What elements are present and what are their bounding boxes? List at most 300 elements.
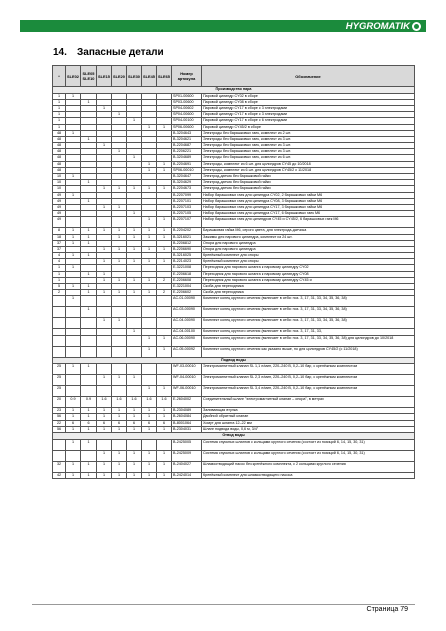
article-number-cell: B-2206812 bbox=[172, 240, 202, 246]
quantity-cell: 1 bbox=[142, 414, 157, 420]
quantity-cell bbox=[127, 364, 142, 375]
quantity-cell bbox=[112, 217, 127, 228]
quantity-cell: 1 bbox=[97, 408, 112, 414]
article-number-cell: B-2207107 bbox=[172, 217, 202, 228]
quantity-cell: 1 bbox=[157, 228, 172, 234]
article-number-cell: SP06-00010 bbox=[172, 167, 202, 173]
quantity-cell: 1 bbox=[66, 130, 81, 136]
quantity-cell bbox=[66, 217, 81, 228]
quantity-cell: 1 bbox=[112, 472, 127, 478]
table-row bbox=[53, 307, 415, 318]
quantity-cell: 1 bbox=[157, 450, 172, 461]
footer-divider bbox=[32, 604, 415, 605]
quantity-cell bbox=[142, 439, 157, 450]
quantity-cell: 1 bbox=[112, 426, 127, 432]
description-cell: Шламоотводящий насос без крепёжного комплекта, с 2 кольцами круглого сечения bbox=[202, 461, 415, 472]
position-cell: 4 bbox=[53, 259, 66, 265]
quantity-cell bbox=[127, 346, 142, 357]
position-cell: 37 bbox=[53, 246, 66, 252]
table-header-row bbox=[53, 66, 415, 87]
quantity-cell: 1 bbox=[81, 284, 97, 290]
quantity-cell: 1 bbox=[157, 161, 172, 167]
quantity-cell bbox=[142, 375, 157, 386]
quantity-cell: 1 bbox=[142, 161, 157, 167]
quantity-cell: 0.9 bbox=[81, 397, 97, 408]
quantity-cell: 1 bbox=[157, 217, 172, 228]
position-cell: 25 bbox=[53, 375, 66, 386]
quantity-cell: 1 bbox=[112, 112, 127, 118]
quantity-cell bbox=[157, 375, 172, 386]
article-number-cell: B-3204621 bbox=[172, 136, 202, 142]
quantity-cell: 6 bbox=[142, 420, 157, 426]
description-cell: Опора для парового цилиндра bbox=[202, 240, 415, 246]
quantity-cell: 1 bbox=[127, 118, 142, 124]
section-label: Отвод воды bbox=[53, 432, 415, 439]
quantity-cell: 1 bbox=[142, 346, 157, 357]
quantity-cell bbox=[157, 439, 172, 450]
article-number-cell: B-2304089 bbox=[172, 408, 202, 414]
quantity-cell: 1 bbox=[81, 99, 97, 105]
quantity-cell bbox=[127, 217, 142, 228]
quantity-cell bbox=[81, 375, 97, 386]
description-cell: Электрод-датчик без барашковой гайки bbox=[202, 180, 415, 186]
quantity-cell bbox=[112, 439, 127, 450]
quantity-cell: 1 bbox=[81, 307, 97, 318]
quantity-cell: 2 bbox=[157, 277, 172, 283]
description-cell: Комплект колец круглого сечения как указано выше, но для цилиндров CY45/2 (с 11/2018) bbox=[202, 346, 415, 357]
quantity-cell: 1 bbox=[142, 408, 157, 414]
quantity-cell: 1 bbox=[66, 265, 81, 271]
article-number-cell: B-2207105 bbox=[172, 211, 202, 217]
quantity-cell bbox=[66, 346, 81, 357]
position-cell: 49 bbox=[53, 211, 66, 217]
description-cell: Электроды без барашковых гаек, комплект из 3 шт. bbox=[202, 143, 415, 149]
description-cell: Электроды без барашковых гаек, комплект из 2 шт. bbox=[202, 130, 415, 136]
quantity-cell: 1 bbox=[142, 217, 157, 228]
quantity-cell: 1 bbox=[127, 234, 142, 240]
quantity-cell: 1 bbox=[81, 290, 97, 296]
article-number-cell: E-3221008 bbox=[172, 265, 202, 271]
description-cell: Набор барашковых гаек для цилиндра CY02, 2 барашковых гайки M6 bbox=[202, 192, 415, 198]
quantity-cell: 1 bbox=[112, 277, 127, 283]
position-cell: 37 bbox=[53, 240, 66, 246]
quantity-cell: 1 bbox=[81, 198, 97, 204]
article-number-cell: B-2304031 bbox=[172, 426, 202, 432]
column-header: * bbox=[53, 66, 66, 87]
description-cell: Хомут для шланга 12–22 мм bbox=[202, 420, 415, 426]
position-cell: 48 bbox=[53, 136, 66, 142]
quantity-cell: 1 bbox=[97, 277, 112, 283]
quantity-cell: 1 bbox=[157, 426, 172, 432]
description-cell: Заливающая втулка bbox=[202, 408, 415, 414]
article-number-cell: AC-05-00092 bbox=[172, 346, 202, 357]
quantity-cell: 1 bbox=[127, 450, 142, 461]
quantity-cell bbox=[97, 296, 112, 307]
quantity-cell: 1 bbox=[81, 228, 97, 234]
table-row bbox=[53, 386, 415, 397]
quantity-cell: 1 bbox=[97, 105, 112, 111]
quantity-cell: 0.9 bbox=[66, 397, 81, 408]
table-row bbox=[53, 450, 415, 461]
article-number-cell: AC-04-00090 bbox=[172, 318, 202, 329]
description-cell: Набор барашковых гаек для цилиндров CY45 и CY45/2, 6 барашковых гаек M6 bbox=[202, 217, 415, 228]
article-number-cell: AC-06-00090 bbox=[172, 335, 202, 346]
position-cell: 48 bbox=[53, 161, 66, 167]
description-cell: Электромагнитный клапан SL 2,3 л/мин, 220–240 В, 0,2–10 бар, с крепёжным комплектом bbox=[202, 375, 415, 386]
quantity-cell: 1 bbox=[142, 426, 157, 432]
quantity-cell: 1 bbox=[66, 414, 81, 420]
column-header: SLE65 bbox=[157, 66, 172, 87]
position-cell: 49 bbox=[53, 204, 66, 210]
quantity-cell: 1 bbox=[157, 408, 172, 414]
article-number-cell: E-2206608 bbox=[172, 277, 202, 283]
position-cell: 56 bbox=[53, 414, 66, 420]
quantity-cell bbox=[97, 335, 112, 346]
quantity-cell: 1 bbox=[81, 240, 97, 246]
article-number-cell: E-2206618 bbox=[172, 271, 202, 277]
quantity-cell bbox=[112, 364, 127, 375]
quantity-cell: 1 bbox=[157, 124, 172, 130]
description-cell: Переходник для парового шланга к паровому цилиндру CY02 bbox=[202, 265, 415, 271]
quantity-cell bbox=[112, 296, 127, 307]
description-cell: Шланг подвода воды, 0,6 м, 3/4" bbox=[202, 426, 415, 432]
quantity-cell: 1 bbox=[112, 408, 127, 414]
position-cell bbox=[53, 307, 66, 318]
description-cell: Электрод-датчик без барашковой гайки bbox=[202, 186, 415, 192]
position-cell: 18 bbox=[53, 234, 66, 240]
quantity-cell: 1 bbox=[97, 290, 112, 296]
quantity-cell bbox=[97, 346, 112, 357]
description-cell: Электрод-датчик без барашковой гайки bbox=[202, 174, 415, 180]
position-cell: 2 bbox=[53, 290, 66, 296]
article-number-cell: B-2424014 bbox=[172, 472, 202, 478]
position-cell: 10 bbox=[53, 174, 66, 180]
quantity-cell: 1 bbox=[157, 414, 172, 420]
article-number-cell: B-3204647 bbox=[172, 174, 202, 180]
column-header: SLE15 bbox=[97, 66, 112, 87]
description-cell: Комплект колец круглого сечения (включает в себя: поз. 3, 17, 31, 33, 34, 35, 36, 38) bbox=[202, 318, 415, 329]
article-number-cell: B-2204691 bbox=[172, 161, 202, 167]
quantity-cell: 1 bbox=[142, 234, 157, 240]
quantity-cell: 1 bbox=[81, 136, 97, 142]
logo-text: HYGROMATIK bbox=[345, 20, 410, 32]
quantity-cell bbox=[127, 296, 142, 307]
article-number-cell: B-2204673 bbox=[172, 186, 202, 192]
position-cell: 10 bbox=[53, 180, 66, 186]
quantity-cell: 1 bbox=[112, 234, 127, 240]
quantity-cell: 1 bbox=[112, 228, 127, 234]
quantity-cell: 1 bbox=[97, 271, 112, 277]
quantity-cell: 1 bbox=[66, 253, 81, 259]
quantity-cell bbox=[81, 346, 97, 357]
quantity-cell: 6 bbox=[66, 420, 81, 426]
position-cell: 1 bbox=[53, 271, 66, 277]
quantity-cell bbox=[142, 307, 157, 318]
position-cell: 1 bbox=[53, 265, 66, 271]
position-cell bbox=[53, 439, 66, 450]
quantity-cell: 1 bbox=[66, 93, 81, 99]
quantity-cell: 1 bbox=[142, 167, 157, 173]
quantity-cell: 1 bbox=[127, 259, 142, 265]
quantity-cell: 1 bbox=[66, 461, 81, 472]
position-cell bbox=[53, 335, 66, 346]
quantity-cell: 1 bbox=[142, 124, 157, 130]
quantity-cell: 1 bbox=[127, 155, 142, 161]
description-cell: Комплект колец круглого сечения (включает в себя: поз. 3, 17, 31, 33, 34, 35, 36, 38) bbox=[202, 296, 415, 307]
article-number-cell: SP04-00600 bbox=[172, 112, 202, 118]
article-number-cell: B-2207099 bbox=[172, 192, 202, 198]
quantity-cell: 1 bbox=[97, 259, 112, 265]
article-number-cell: SP04-00100 bbox=[172, 118, 202, 124]
article-number-cell: AC-04-00100 bbox=[172, 329, 202, 335]
table-row bbox=[53, 397, 415, 408]
article-number-cell: B-8001064 bbox=[172, 420, 202, 426]
quantity-cell: 1 bbox=[81, 408, 97, 414]
column-header: SLE20 bbox=[112, 66, 127, 87]
description-cell: Паровой цилиндр CY17 в сборе с 3 электродами bbox=[202, 105, 415, 111]
quantity-cell bbox=[112, 346, 127, 357]
position-cell: 25 bbox=[53, 386, 66, 397]
table-row bbox=[53, 472, 415, 478]
quantity-cell bbox=[97, 386, 112, 397]
quantity-cell bbox=[157, 307, 172, 318]
quantity-cell bbox=[66, 375, 81, 386]
quantity-cell: 1.6 bbox=[97, 397, 112, 408]
quantity-cell: 1 bbox=[81, 472, 97, 478]
position-cell: 42 bbox=[53, 472, 66, 478]
description-cell: Паровой цилиндр CY45/2 в сборе bbox=[202, 124, 415, 130]
table-body bbox=[53, 87, 415, 479]
description-cell: Скоба для переходника bbox=[202, 284, 415, 290]
quantity-cell: 1.6 bbox=[157, 397, 172, 408]
quantity-cell: 1 bbox=[97, 414, 112, 420]
position-cell: 4 bbox=[53, 253, 66, 259]
table-row bbox=[53, 296, 415, 307]
quantity-cell bbox=[157, 318, 172, 329]
article-number-cell: SP04-00602 bbox=[172, 105, 202, 111]
section-label: Подвод воды bbox=[53, 357, 415, 364]
article-number-cell: B-2207103 bbox=[172, 204, 202, 210]
quantity-cell: 1 bbox=[112, 259, 127, 265]
section-header-row bbox=[53, 432, 415, 439]
quantity-cell: 1 bbox=[66, 472, 81, 478]
quantity-cell: 1 bbox=[81, 234, 97, 240]
position-cell bbox=[53, 346, 66, 357]
quantity-cell: 1 bbox=[127, 461, 142, 472]
description-cell: Электроды без барашковых гаек, комплект из 3 шт. bbox=[202, 136, 415, 142]
quantity-cell: 1 bbox=[127, 290, 142, 296]
quantity-cell: 1 bbox=[81, 271, 97, 277]
quantity-cell bbox=[66, 450, 81, 461]
article-number-cell: E-3221004 bbox=[172, 284, 202, 290]
position-cell: 1 bbox=[53, 99, 66, 105]
quantity-cell: 1 bbox=[81, 180, 97, 186]
position-cell: 10 bbox=[53, 186, 66, 192]
position-cell: 49 bbox=[53, 198, 66, 204]
description-cell: Соединительный шланг "электромагнитный клапан – опора", в метрах bbox=[202, 397, 415, 408]
quantity-cell: 1 bbox=[97, 246, 112, 252]
description-cell: Электроды, комплект из 6 шт. для цилиндров CY45/2 с 11/2018 bbox=[202, 167, 415, 173]
quantity-cell: 1.6 bbox=[142, 397, 157, 408]
quantity-cell bbox=[81, 450, 97, 461]
quantity-cell: 1 bbox=[66, 426, 81, 432]
quantity-cell: 1 bbox=[127, 472, 142, 478]
position-cell: 49 bbox=[53, 217, 66, 228]
quantity-cell bbox=[142, 364, 157, 375]
hygromatik-logo bbox=[346, 20, 424, 32]
quantity-cell bbox=[142, 296, 157, 307]
article-number-cell: E-2206602 bbox=[172, 290, 202, 296]
section-header-row bbox=[53, 87, 415, 94]
description-cell: Крепёжный комплект для опоры bbox=[202, 259, 415, 265]
article-number-cell: WF-04-00010 bbox=[172, 375, 202, 386]
description-cell: Электромагнитный клапан SL 1,1 л/мин, 220–240 В, 0,2–10 бар, с крепёжным комплектом bbox=[202, 364, 415, 375]
page-number: Страница 79 bbox=[366, 606, 408, 613]
quantity-cell: 1 bbox=[97, 228, 112, 234]
position-cell: 20 bbox=[53, 397, 66, 408]
quantity-cell: 1 bbox=[66, 240, 81, 246]
quantity-cell: 6 bbox=[81, 420, 97, 426]
description-cell: Набор барашковых гаек для цилиндра CY17, 6 барашковых гаек M6 bbox=[202, 211, 415, 217]
description-cell: Переходник для парового шланга к паровому цилиндру CY08 bbox=[202, 271, 415, 277]
quantity-cell: 1 bbox=[97, 375, 112, 386]
quantity-cell bbox=[112, 386, 127, 397]
quantity-cell: 6 bbox=[127, 420, 142, 426]
description-cell: Скоба для переходника bbox=[202, 290, 415, 296]
quantity-cell: 1 bbox=[157, 461, 172, 472]
quantity-cell: 1 bbox=[127, 426, 142, 432]
quantity-cell: 1 bbox=[157, 472, 172, 478]
position-cell: 1 bbox=[53, 93, 66, 99]
quantity-cell: 1 bbox=[112, 204, 127, 210]
section-number: 14. bbox=[53, 47, 67, 58]
quantity-cell bbox=[127, 307, 142, 318]
logo-mark-icon bbox=[412, 22, 421, 31]
description-cell: Система спускных шлангов с кольцами круглого сечения (состоит из позиций 6, 14, 15, 30, 31) bbox=[202, 439, 415, 450]
quantity-cell: 1 bbox=[66, 234, 81, 240]
quantity-cell: 1 bbox=[127, 329, 142, 335]
description-cell: Паровой цилиндр CY02 в сборе bbox=[202, 93, 415, 99]
position-cell: 49 bbox=[53, 192, 66, 198]
quantity-cell: 1 bbox=[66, 439, 81, 450]
quantity-cell: 1 bbox=[66, 364, 81, 375]
table-row bbox=[53, 364, 415, 375]
position-cell: 1 bbox=[53, 118, 66, 124]
quantity-cell bbox=[157, 296, 172, 307]
table-row bbox=[53, 346, 415, 357]
quantity-cell bbox=[97, 307, 112, 318]
quantity-cell: 1 bbox=[142, 335, 157, 346]
quantity-cell: 1 bbox=[81, 461, 97, 472]
section-title-text: Запасные детали bbox=[77, 47, 164, 58]
description-cell: Электроды, комплект из 6 шт. для цилиндров CY45 до 10/2018 bbox=[202, 161, 415, 167]
quantity-cell: 1 bbox=[81, 414, 97, 420]
quantity-cell: 1 bbox=[157, 259, 172, 265]
position-cell: 1 bbox=[53, 277, 66, 283]
position-cell: 48 bbox=[53, 143, 66, 149]
article-number-cell: WF-03-00010 bbox=[172, 364, 202, 375]
table-row bbox=[53, 335, 415, 346]
position-cell bbox=[53, 296, 66, 307]
column-header: SLE05 SLE10 bbox=[81, 66, 97, 87]
section-label: Производство пара bbox=[53, 87, 415, 94]
position-cell: 48 bbox=[53, 149, 66, 155]
quantity-cell: 1 bbox=[66, 228, 81, 234]
quantity-cell: 1 bbox=[157, 386, 172, 397]
article-number-cell: B-3204629 bbox=[172, 180, 202, 186]
position-cell bbox=[53, 318, 66, 329]
quantity-cell: 1 bbox=[127, 186, 142, 192]
quantity-cell: 1 bbox=[142, 386, 157, 397]
article-number-cell: B-3204689 bbox=[172, 155, 202, 161]
description-cell: Паровой цилиндр CY17 в сборе с 6 электродами bbox=[202, 118, 415, 124]
quantity-cell: 1 bbox=[142, 246, 157, 252]
column-header: Номер артикула bbox=[172, 66, 202, 87]
description-cell: Переходник для парового шланга к паровому цилиндру CY45 и bbox=[202, 277, 415, 283]
section-header-row bbox=[53, 357, 415, 364]
quantity-cell: 1 bbox=[97, 204, 112, 210]
quantity-cell: 1 bbox=[97, 186, 112, 192]
description-cell: Система спускных шлангов с кольцами круглого сечения (состоит из позиций 6, 14, 15, 30, 31) bbox=[202, 450, 415, 461]
quantity-cell: 1 bbox=[142, 186, 157, 192]
article-number-cell: B-3216025 bbox=[172, 253, 202, 259]
quantity-cell: 1 bbox=[66, 284, 81, 290]
quantity-cell bbox=[81, 217, 97, 228]
quantity-cell bbox=[66, 318, 81, 329]
quantity-cell bbox=[81, 386, 97, 397]
article-number-cell: SP03-00600 bbox=[172, 99, 202, 105]
quantity-cell: 1 bbox=[142, 461, 157, 472]
article-number-cell: AC-01-00090 bbox=[172, 296, 202, 307]
quantity-cell: 1 bbox=[112, 246, 127, 252]
article-number-cell: B-2425009 bbox=[172, 450, 202, 461]
quantity-cell: 1 bbox=[127, 246, 142, 252]
article-number-cell: B-3204643 bbox=[172, 130, 202, 136]
description-cell: Паровой цилиндр CY08 в сборе bbox=[202, 99, 415, 105]
description-cell: Зажимы для парового цилиндра, комплект из 24 шт. bbox=[202, 234, 415, 240]
table-row bbox=[53, 439, 415, 450]
quantity-cell: 1 bbox=[127, 228, 142, 234]
article-number-cell: B-2207101 bbox=[172, 198, 202, 204]
quantity-cell bbox=[81, 318, 97, 329]
quantity-cell bbox=[97, 439, 112, 450]
quantity-cell bbox=[157, 364, 172, 375]
article-number-cell: AC-03-00090 bbox=[172, 307, 202, 318]
description-cell: Крепёжный комплект для опоры bbox=[202, 253, 415, 259]
quantity-cell bbox=[81, 335, 97, 346]
position-cell: 48 bbox=[53, 167, 66, 173]
quantity-cell: 1 bbox=[66, 192, 81, 198]
quantity-cell bbox=[112, 335, 127, 346]
quantity-cell bbox=[127, 318, 142, 329]
table-row bbox=[53, 461, 415, 472]
quantity-cell: 1 bbox=[112, 450, 127, 461]
quantity-cell: 1 bbox=[112, 186, 127, 192]
quantity-cell: 6 bbox=[157, 420, 172, 426]
position-cell: 56 bbox=[53, 426, 66, 432]
description-cell: Комплект колец круглого сечения (включает в себя: поз. 3, 17, 31, 33, 34, 35, 36, 38) bbox=[202, 307, 415, 318]
position-cell: 1 bbox=[53, 105, 66, 111]
position-cell: 5 bbox=[53, 284, 66, 290]
article-number-cell: B-2204687 bbox=[172, 143, 202, 149]
quantity-cell: 1 bbox=[112, 414, 127, 420]
quantity-cell bbox=[66, 335, 81, 346]
quantity-cell: 1.6 bbox=[127, 397, 142, 408]
quantity-cell bbox=[127, 386, 142, 397]
quantity-cell: 1 bbox=[142, 277, 157, 283]
quantity-cell: 1 bbox=[157, 335, 172, 346]
quantity-cell: 1 bbox=[81, 426, 97, 432]
